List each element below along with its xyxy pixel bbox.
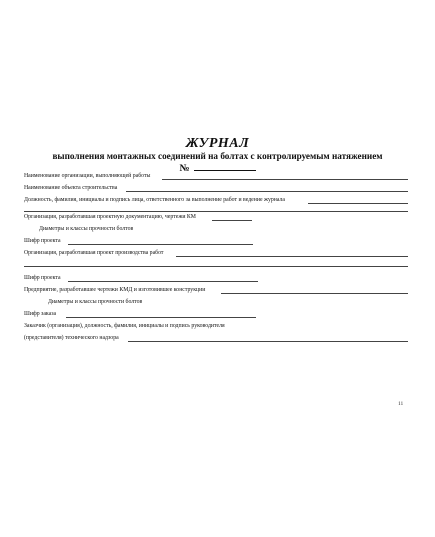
field-ppr-org (24, 249, 408, 258)
field-line[interactable] (24, 266, 408, 267)
field-label: Организация, разработавшая проектную документацию, чертежи КМ (24, 214, 196, 220)
field-label: Организация, разработавшая проект производства работ (24, 250, 164, 256)
field-label: Заказчик (организация), должность, фамилия, инициалы и подпись руководителя (24, 323, 225, 329)
field-contractor (24, 172, 408, 181)
field-line[interactable] (176, 256, 408, 257)
field-label: Предприятие, разработавшее чертежи КМД и изготовившее конструкции (24, 287, 206, 293)
field-label: Диаметры и классы прочности болтов (39, 226, 134, 232)
field-line[interactable] (126, 191, 408, 192)
field-line[interactable] (68, 281, 258, 282)
field-line[interactable] (162, 179, 408, 180)
field-technical-supervision (24, 334, 408, 343)
field-object-name (24, 184, 408, 193)
field-project-code-2 (24, 274, 258, 283)
field-line[interactable] (212, 220, 252, 221)
field-ppr-org-cont (24, 259, 408, 268)
field-responsible-person-cont (24, 204, 408, 213)
field-line[interactable] (128, 341, 408, 342)
field-line[interactable] (68, 244, 253, 245)
field-line[interactable] (221, 293, 408, 294)
field-kmd-manufacturer (24, 286, 408, 295)
field-label: Наименование организации, выполняющей работы (24, 173, 151, 179)
field-label: Должность, фамилия, инициалы и подпись лица, ответственного за выполнение работ и ведение журнала (24, 197, 285, 203)
number-sign: № (179, 163, 190, 174)
journal-subtitle: выполнения монтажных соединений на болтах с контролируемым натяжением (52, 151, 383, 161)
field-label: (представителя) технического надзора (24, 335, 119, 341)
field-order-code (24, 310, 256, 319)
number-blank-line[interactable] (194, 162, 256, 171)
field-label: Диаметры и классы прочности болтов (48, 299, 143, 305)
journal-title: ЖУРНАЛ (185, 136, 250, 151)
page-number: 11 (398, 401, 404, 407)
field-label: Шифр проекта (24, 238, 61, 244)
field-project-code-1 (24, 237, 253, 246)
field-design-org (24, 213, 252, 222)
field-line[interactable] (66, 317, 256, 318)
field-label: Шифр проекта (24, 275, 61, 281)
field-line[interactable] (24, 211, 408, 212)
field-customer (24, 322, 254, 331)
field-label: Наименование объекта строительства (24, 185, 118, 191)
field-label: Шифр заказа (24, 311, 57, 317)
